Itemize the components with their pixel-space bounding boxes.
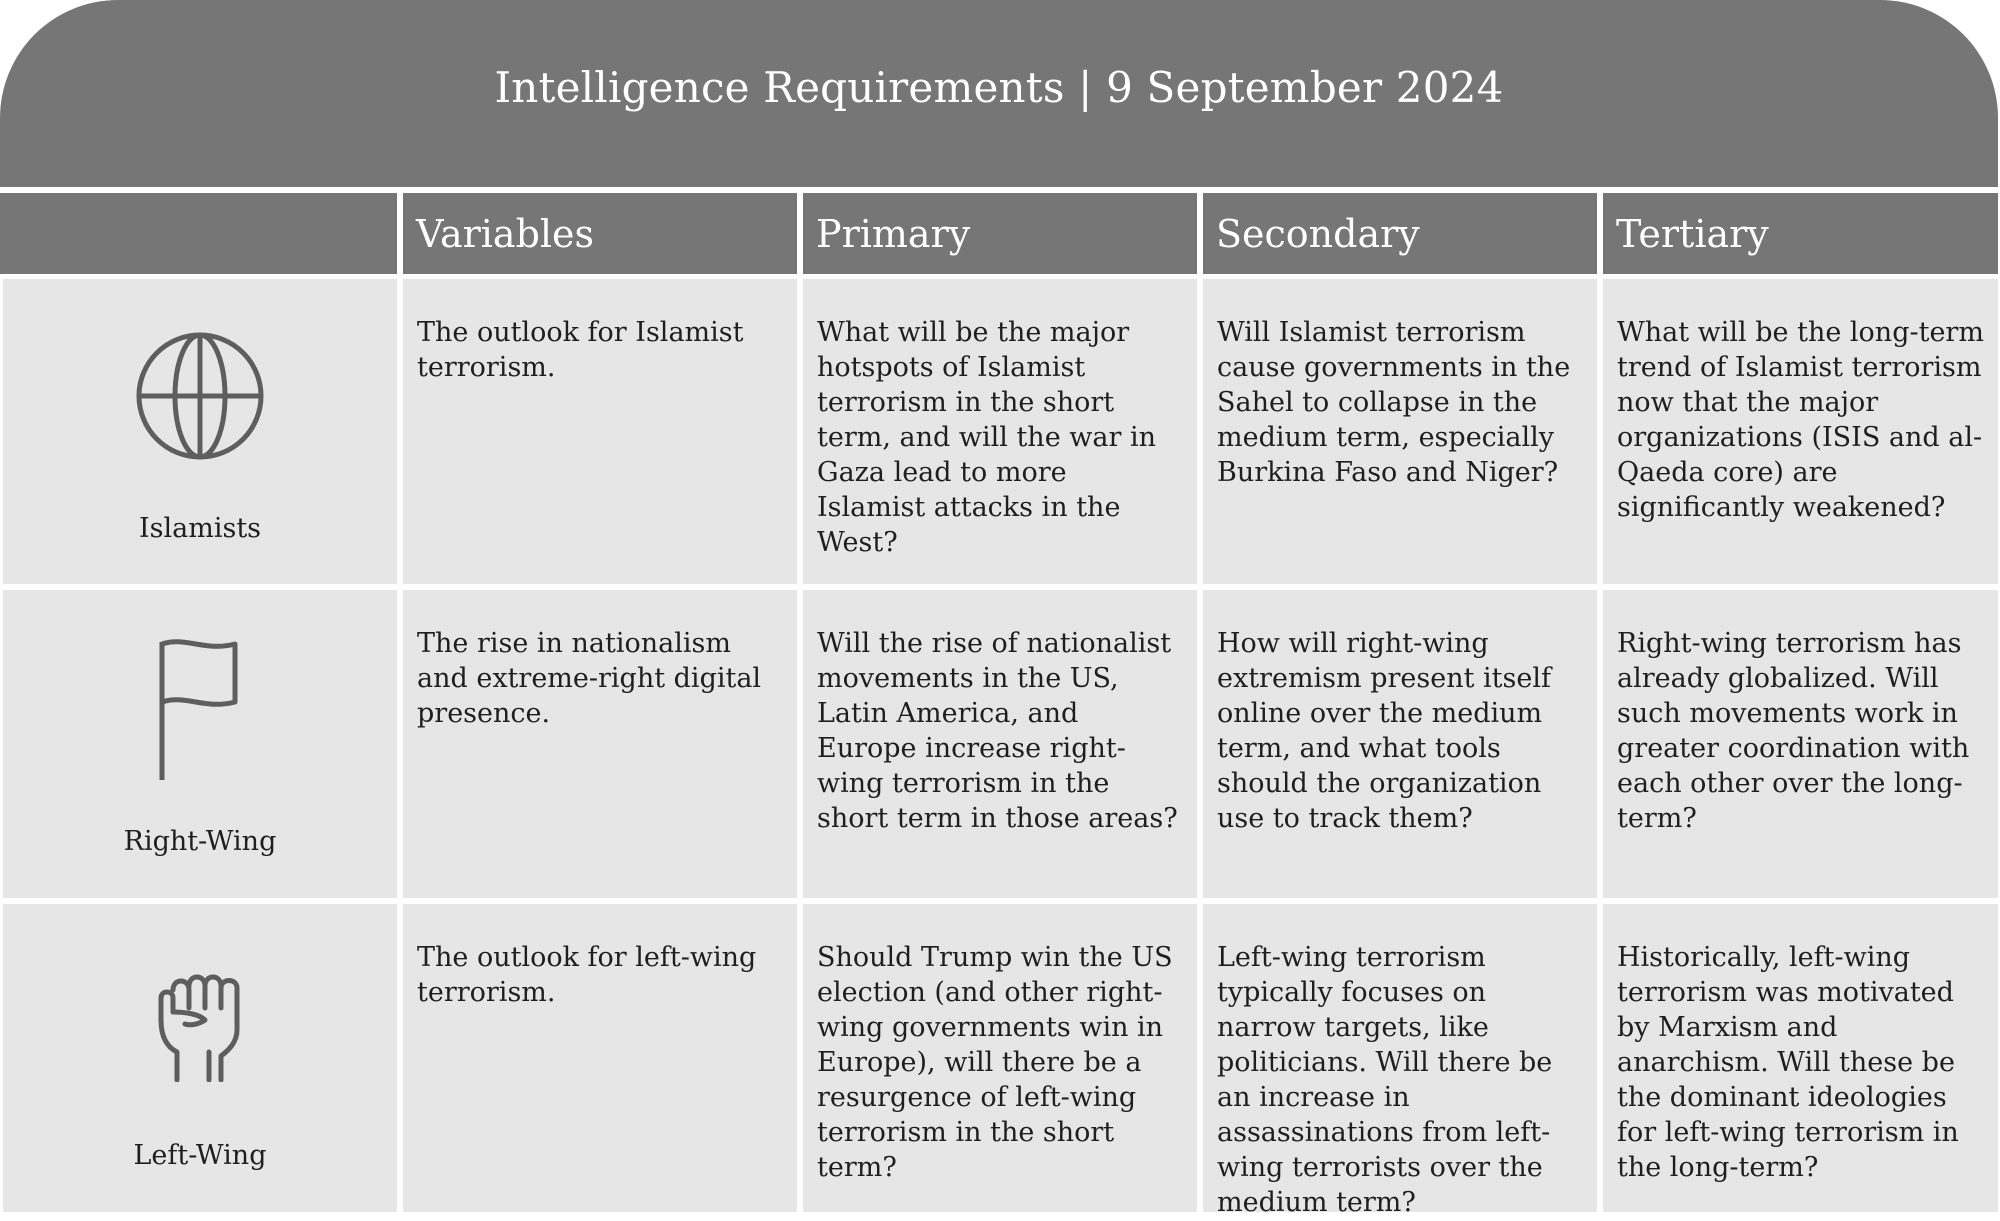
cell-right-wing-variables: The rise in nationalism and extreme-right digital presence. [403,590,797,898]
title-banner [0,0,1998,187]
flag-icon [145,638,255,783]
row-name: Islamists [138,513,262,544]
row-name: Right-Wing [123,826,277,857]
header-cell-variables: Variables [403,193,797,274]
row-label-left-wing [3,904,397,1212]
globe-icon [135,331,265,461]
header-cell-primary: Primary [803,193,1197,274]
cell-right-wing-tertiary: Right-wing terrorism has already globalized. Will such movements work in greater coordination with each other over the long-term? [1603,590,1998,898]
fist-icon [155,972,245,1082]
cell-islamists-tertiary: What will be the long-term trend of Islamist terrorism now that the major organizations (ISIS and al-Qaeda core) are significantly weakened? [1603,279,1998,584]
cell-left-wing-primary: Should Trump win the US election (and other right-wing governments win in Europe), will there be a resurgence of left-wing terrorism in the short term? [803,904,1197,1212]
row-label-right-wing [3,590,397,898]
cell-right-wing-secondary: How will right-wing extremism present itself online over the medium term, and what tools should the organization use to track them? [1203,590,1597,898]
row-label-islamists [3,279,397,584]
cell-left-wing-variables: The outlook for left-wing terrorism. [403,904,797,1212]
cell-islamists-variables: The outlook for Islamist terrorism. [403,279,797,584]
page-title: Intelligence Requirements | 9 September 2024 [494,63,1504,112]
header-cell-blank [0,193,397,274]
header-cell-secondary: Secondary [1203,193,1597,274]
cell-right-wing-primary: Will the rise of nationalist movements in the US, Latin America, and Europe increase right-wing terrorism in the short term in those areas? [803,590,1197,898]
cell-islamists-secondary: Will Islamist terrorism cause governments in the Sahel to collapse in the medium term, especially Burkina Faso and Niger? [1203,279,1597,584]
row-name: Left-Wing [133,1140,267,1171]
header-cell-tertiary: Tertiary [1603,193,1998,274]
cell-islamists-primary: What will be the major hotspots of Islamist terrorism in the short term, and will the war in Gaza lead to more Islamist attacks in the West? [803,279,1197,584]
cell-left-wing-tertiary: Historically, left-wing terrorism was motivated by Marxism and anarchism. Will these be the dominant ideologies for left-wing terrorism in the long-term? [1603,904,1998,1212]
cell-left-wing-secondary: Left-wing terrorism typically focuses on narrow targets, like politicians. Will there be an increase in assassinations from left-wing terrorists over the medium term? [1203,904,1597,1212]
